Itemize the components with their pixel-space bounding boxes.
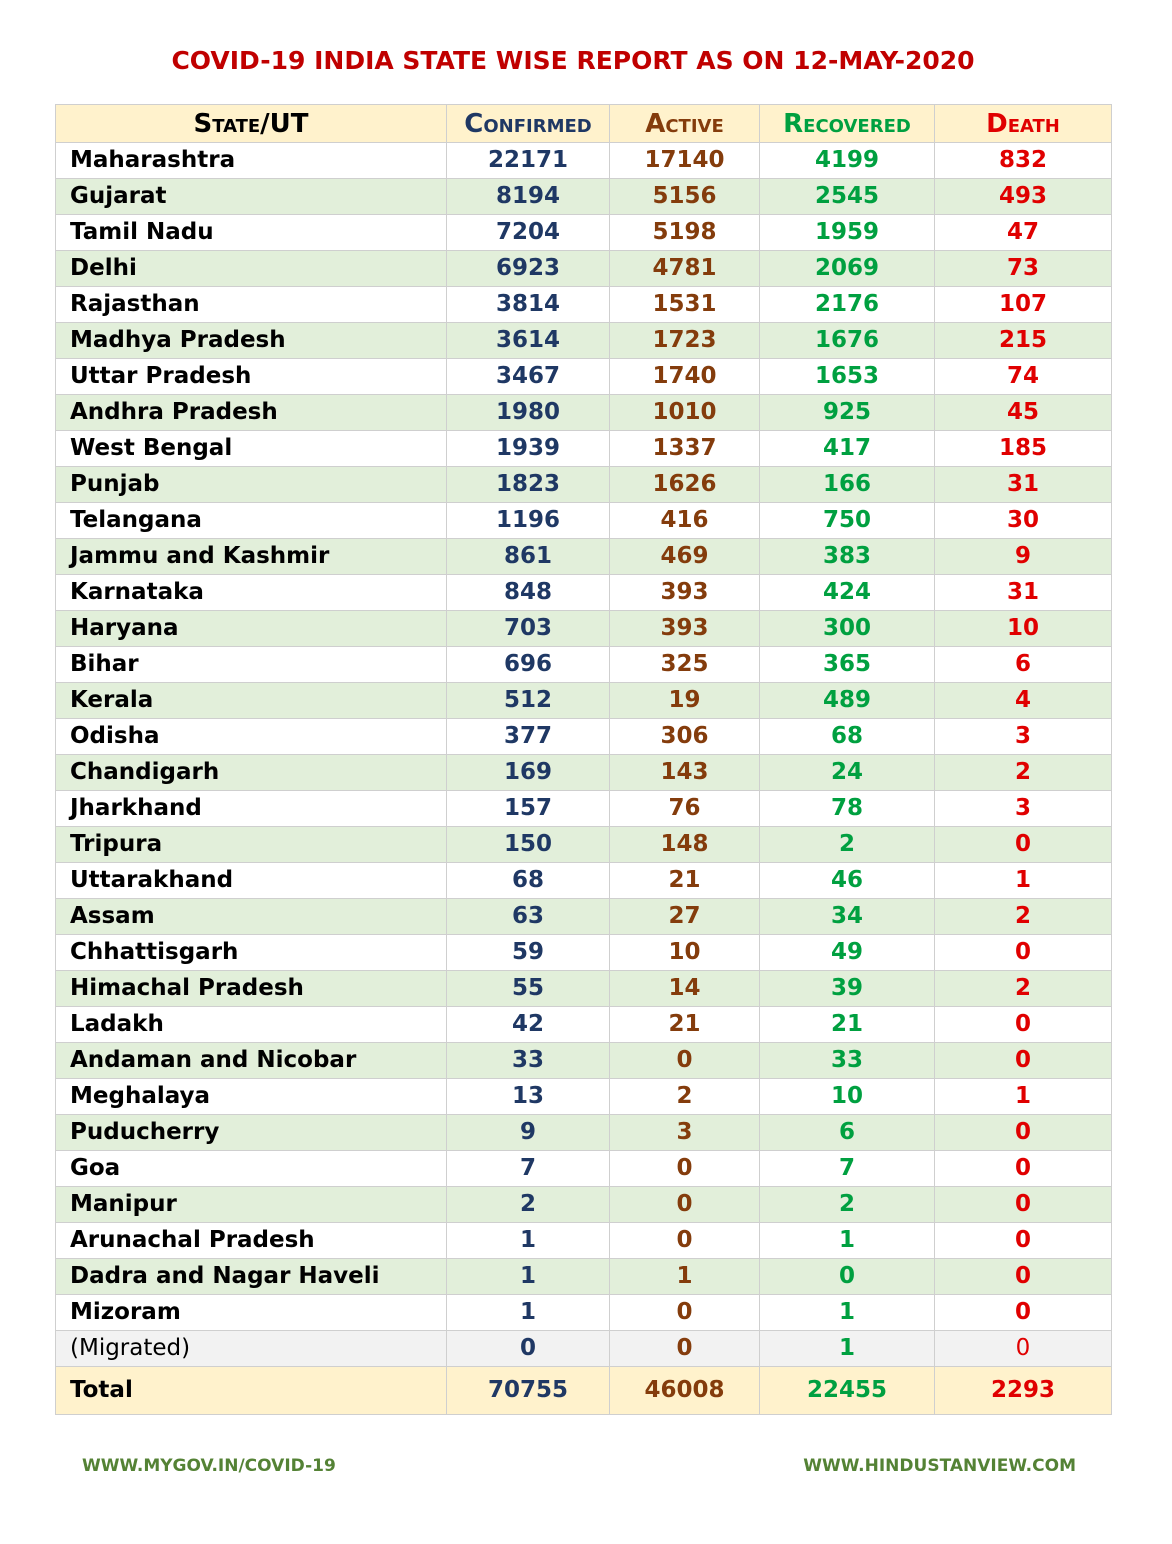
header-recovered: Recovered (760, 105, 935, 143)
table-row (56, 179, 1112, 215)
death-cell: 31 (935, 575, 1112, 611)
death-cell: 3 (935, 719, 1112, 755)
table-row (56, 1079, 1112, 1115)
recovered-cell: 2069 (760, 251, 935, 287)
confirmed-cell: 9 (447, 1115, 610, 1151)
confirmed-cell: 512 (447, 683, 610, 719)
confirmed-cell: 13 (447, 1079, 610, 1115)
recovered-cell: 2 (760, 1187, 935, 1223)
recovered-cell: 365 (760, 647, 935, 683)
death-cell: 45 (935, 395, 1112, 431)
state-cell: Assam (56, 899, 447, 935)
recovered-cell: 383 (760, 539, 935, 575)
active-cell: 416 (610, 503, 760, 539)
recovered-cell: 300 (760, 611, 935, 647)
state-cell: Haryana (56, 611, 447, 647)
confirmed-cell: 377 (447, 719, 610, 755)
table-row (56, 647, 1112, 683)
total-confirmed: 70755 (447, 1367, 610, 1415)
state-cell: Andaman and Nicobar (56, 1043, 447, 1079)
active-cell: 148 (610, 827, 760, 863)
recovered-cell: 46 (760, 863, 935, 899)
table-row (56, 539, 1112, 575)
total-recovered: 22455 (760, 1367, 935, 1415)
state-cell: Telangana (56, 503, 447, 539)
active-cell: 4781 (610, 251, 760, 287)
active-cell: 0 (610, 1043, 760, 1079)
death-cell: 0 (935, 1223, 1112, 1259)
recovered-cell: 489 (760, 683, 935, 719)
confirmed-cell: 1196 (447, 503, 610, 539)
table-row (56, 395, 1112, 431)
confirmed-cell: 1 (447, 1259, 610, 1295)
active-cell: 0 (610, 1295, 760, 1331)
state-cell: West Bengal (56, 431, 447, 467)
recovered-cell: 750 (760, 503, 935, 539)
active-cell: 0 (610, 1187, 760, 1223)
table-row (56, 1043, 1112, 1079)
confirmed-cell: 22171 (447, 143, 610, 179)
active-cell: 1337 (610, 431, 760, 467)
recovered-cell: 925 (760, 395, 935, 431)
active-cell: 27 (610, 899, 760, 935)
death-cell: 185 (935, 431, 1112, 467)
recovered-cell: 2 (760, 827, 935, 863)
confirmed-cell: 1980 (447, 395, 610, 431)
recovered-cell: 1653 (760, 359, 935, 395)
state-cell: Goa (56, 1151, 447, 1187)
death-cell: 10 (935, 611, 1112, 647)
confirmed-cell: 169 (447, 755, 610, 791)
table-row (56, 1151, 1112, 1187)
recovered-cell: 6 (760, 1115, 935, 1151)
death-cell: 0 (935, 1115, 1112, 1151)
confirmed-cell: 68 (447, 863, 610, 899)
table-row (56, 359, 1112, 395)
death-cell: 2 (935, 971, 1112, 1007)
death-cell: 0 (935, 1331, 1112, 1367)
page-title: COVID-19 INDIA STATE WISE REPORT AS ON 12-MAY-2020 (171, 46, 975, 75)
confirmed-cell: 3814 (447, 287, 610, 323)
state-cell: Uttar Pradesh (56, 359, 447, 395)
recovered-cell: 34 (760, 899, 935, 935)
confirmed-cell: 42 (447, 1007, 610, 1043)
active-cell: 1010 (610, 395, 760, 431)
table-row (56, 863, 1112, 899)
death-cell: 493 (935, 179, 1112, 215)
confirmed-cell: 157 (447, 791, 610, 827)
confirmed-cell: 3467 (447, 359, 610, 395)
state-cell: Uttarakhand (56, 863, 447, 899)
active-cell: 10 (610, 935, 760, 971)
confirmed-cell: 1939 (447, 431, 610, 467)
recovered-cell: 1959 (760, 215, 935, 251)
table-row (56, 1295, 1112, 1331)
total-active: 46008 (610, 1367, 760, 1415)
table-row (56, 467, 1112, 503)
table-row (56, 1223, 1112, 1259)
active-cell: 325 (610, 647, 760, 683)
state-cell: Andhra Pradesh (56, 395, 447, 431)
state-cell: Bihar (56, 647, 447, 683)
active-cell: 17140 (610, 143, 760, 179)
active-cell: 0 (610, 1151, 760, 1187)
recovered-cell: 424 (760, 575, 935, 611)
state-cell: Tripura (56, 827, 447, 863)
death-cell: 832 (935, 143, 1112, 179)
recovered-cell: 49 (760, 935, 935, 971)
migrated-row (56, 1331, 1112, 1367)
recovered-cell: 33 (760, 1043, 935, 1079)
recovered-cell: 39 (760, 971, 935, 1007)
active-cell: 306 (610, 719, 760, 755)
recovered-cell: 24 (760, 755, 935, 791)
recovered-cell: 1676 (760, 323, 935, 359)
footer-mygov-link[interactable]: WWW.MYGOV.IN/COVID-19 (82, 1456, 336, 1476)
confirmed-cell: 696 (447, 647, 610, 683)
header-death: Death (935, 105, 1112, 143)
state-cell: Rajasthan (56, 287, 447, 323)
death-cell: 0 (935, 1259, 1112, 1295)
state-cell: Ladakh (56, 1007, 447, 1043)
header-confirmed: Confirmed (447, 105, 610, 143)
active-cell: 21 (610, 863, 760, 899)
state-cell: Chhattisgarh (56, 935, 447, 971)
footer-hindustanview-link[interactable]: WWW.HINDUSTANVIEW.COM (803, 1456, 1076, 1476)
active-cell: 76 (610, 791, 760, 827)
table-row (56, 611, 1112, 647)
active-cell: 469 (610, 539, 760, 575)
confirmed-cell: 6923 (447, 251, 610, 287)
table-body (56, 143, 1112, 1415)
death-cell: 0 (935, 1007, 1112, 1043)
confirmed-cell: 0 (447, 1331, 610, 1367)
active-cell: 5198 (610, 215, 760, 251)
active-cell: 0 (610, 1331, 760, 1367)
death-cell: 31 (935, 467, 1112, 503)
active-cell: 393 (610, 575, 760, 611)
confirmed-cell: 8194 (447, 179, 610, 215)
active-cell: 393 (610, 611, 760, 647)
death-cell: 30 (935, 503, 1112, 539)
table-row (56, 1115, 1112, 1151)
active-cell: 1626 (610, 467, 760, 503)
table-row (56, 899, 1112, 935)
total-death: 2293 (935, 1367, 1112, 1415)
total-label: Total (56, 1367, 447, 1415)
state-cell: Gujarat (56, 179, 447, 215)
death-cell: 0 (935, 935, 1112, 971)
death-cell: 3 (935, 791, 1112, 827)
confirmed-cell: 861 (447, 539, 610, 575)
table-row (56, 791, 1112, 827)
confirmed-cell: 1823 (447, 467, 610, 503)
recovered-cell: 2176 (760, 287, 935, 323)
state-cell: Kerala (56, 683, 447, 719)
confirmed-cell: 59 (447, 935, 610, 971)
state-cell: Madhya Pradesh (56, 323, 447, 359)
active-cell: 1 (610, 1259, 760, 1295)
state-cell: Arunachal Pradesh (56, 1223, 447, 1259)
state-cell: Manipur (56, 1187, 447, 1223)
recovered-cell: 2545 (760, 179, 935, 215)
recovered-cell: 1 (760, 1223, 935, 1259)
active-cell: 1723 (610, 323, 760, 359)
confirmed-cell: 1 (447, 1223, 610, 1259)
header-state: State/UT (56, 105, 447, 143)
recovered-cell: 68 (760, 719, 935, 755)
active-cell: 19 (610, 683, 760, 719)
state-cell: Mizoram (56, 1295, 447, 1331)
recovered-cell: 10 (760, 1079, 935, 1115)
death-cell: 215 (935, 323, 1112, 359)
recovered-cell: 78 (760, 791, 935, 827)
state-cell: Delhi (56, 251, 447, 287)
recovered-cell: 0 (760, 1259, 935, 1295)
death-cell: 9 (935, 539, 1112, 575)
death-cell: 0 (935, 1187, 1112, 1223)
active-cell: 0 (610, 1223, 760, 1259)
table-row (56, 719, 1112, 755)
recovered-cell: 7 (760, 1151, 935, 1187)
state-cell: Punjab (56, 467, 447, 503)
total-row (56, 1367, 1112, 1415)
state-cell: Karnataka (56, 575, 447, 611)
death-cell: 2 (935, 755, 1112, 791)
confirmed-cell: 7204 (447, 215, 610, 251)
state-cell: Odisha (56, 719, 447, 755)
active-cell: 5156 (610, 179, 760, 215)
table-row (56, 287, 1112, 323)
header-active: Active (610, 105, 760, 143)
confirmed-cell: 55 (447, 971, 610, 1007)
death-cell: 1 (935, 1079, 1112, 1115)
death-cell: 0 (935, 1043, 1112, 1079)
recovered-cell: 1 (760, 1331, 935, 1367)
table-row (56, 143, 1112, 179)
table-row (56, 935, 1112, 971)
table-row (56, 575, 1112, 611)
state-cell: Tamil Nadu (56, 215, 447, 251)
death-cell: 47 (935, 215, 1112, 251)
recovered-cell: 21 (760, 1007, 935, 1043)
active-cell: 14 (610, 971, 760, 1007)
confirmed-cell: 703 (447, 611, 610, 647)
death-cell: 107 (935, 287, 1112, 323)
state-cell: Jharkhand (56, 791, 447, 827)
table-row (56, 431, 1112, 467)
state-cell: Meghalaya (56, 1079, 447, 1115)
active-cell: 21 (610, 1007, 760, 1043)
confirmed-cell: 7 (447, 1151, 610, 1187)
recovered-cell: 1 (760, 1295, 935, 1331)
active-cell: 2 (610, 1079, 760, 1115)
table-row (56, 215, 1112, 251)
table-row (56, 503, 1112, 539)
active-cell: 1740 (610, 359, 760, 395)
confirmed-cell: 150 (447, 827, 610, 863)
confirmed-cell: 63 (447, 899, 610, 935)
table-row (56, 251, 1112, 287)
active-cell: 3 (610, 1115, 760, 1151)
state-cell: Chandigarh (56, 755, 447, 791)
recovered-cell: 166 (760, 467, 935, 503)
table-row (56, 827, 1112, 863)
death-cell: 0 (935, 1151, 1112, 1187)
confirmed-cell: 848 (447, 575, 610, 611)
recovered-cell: 4199 (760, 143, 935, 179)
state-cell: Jammu and Kashmir (56, 539, 447, 575)
death-cell: 6 (935, 647, 1112, 683)
table-row (56, 971, 1112, 1007)
state-report-table (55, 104, 1112, 1415)
table-row (56, 1007, 1112, 1043)
confirmed-cell: 2 (447, 1187, 610, 1223)
state-cell: Puducherry (56, 1115, 447, 1151)
death-cell: 4 (935, 683, 1112, 719)
death-cell: 2 (935, 899, 1112, 935)
confirmed-cell: 1 (447, 1295, 610, 1331)
death-cell: 1 (935, 863, 1112, 899)
confirmed-cell: 33 (447, 1043, 610, 1079)
table-row (56, 755, 1112, 791)
death-cell: 0 (935, 1295, 1112, 1331)
table-row (56, 323, 1112, 359)
table-row (56, 1187, 1112, 1223)
death-cell: 0 (935, 827, 1112, 863)
state-cell: Dadra and Nagar Haveli (56, 1259, 447, 1295)
active-cell: 1531 (610, 287, 760, 323)
header-row (56, 105, 1112, 143)
death-cell: 73 (935, 251, 1112, 287)
table-row (56, 683, 1112, 719)
table-row (56, 1259, 1112, 1295)
state-cell: (Migrated) (56, 1331, 447, 1367)
death-cell: 74 (935, 359, 1112, 395)
state-cell: Maharashtra (56, 143, 447, 179)
recovered-cell: 417 (760, 431, 935, 467)
state-cell: Himachal Pradesh (56, 971, 447, 1007)
confirmed-cell: 3614 (447, 323, 610, 359)
active-cell: 143 (610, 755, 760, 791)
